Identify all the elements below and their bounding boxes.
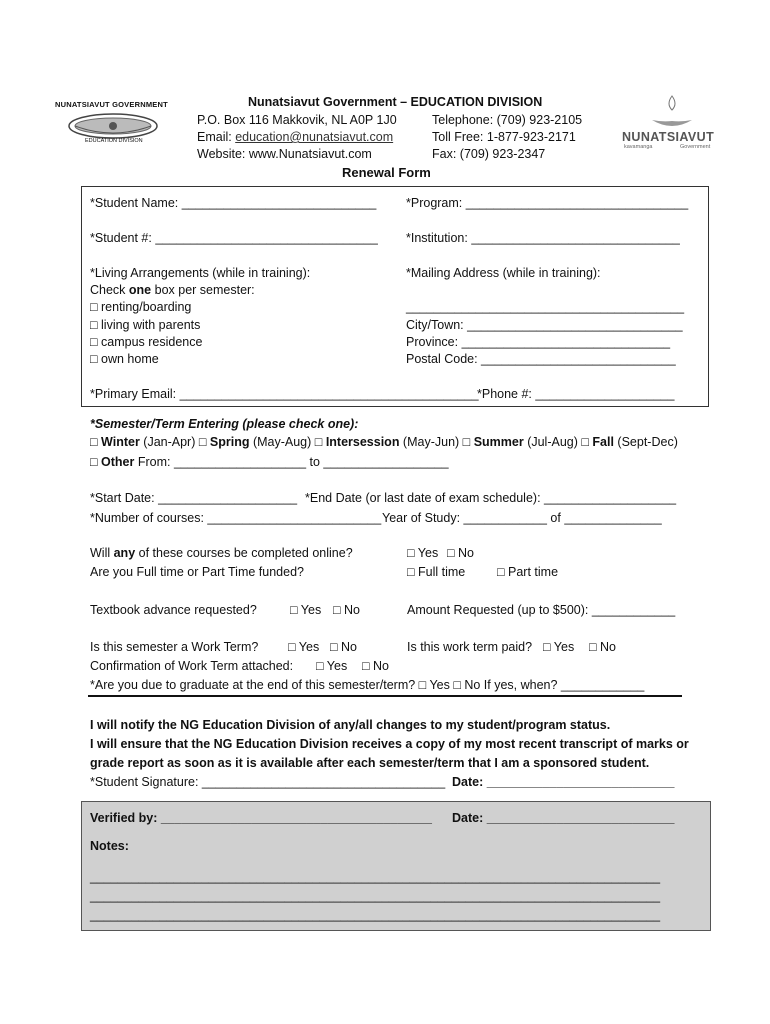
logo-right-sub-right: Government — [680, 144, 711, 150]
fall-dates: (Sept-Dec) — [613, 435, 678, 449]
verified-by-field[interactable]: Verified by: _______________________________________ — [90, 811, 432, 825]
telephone-text: Telephone: (709) 923-2105 — [432, 113, 583, 127]
phone-field[interactable]: *Phone #: ____________________ — [477, 387, 675, 401]
paid-no-checkbox[interactable]: □ No — [589, 640, 617, 654]
logo-left-top-text: NUNATSIAVUT GOVERNMENT — [55, 100, 168, 109]
online-no-checkbox[interactable]: □ No — [447, 546, 475, 560]
funded-question: Are you Full time or Part Time funded? — [90, 565, 304, 579]
other-label: Other — [101, 455, 135, 469]
number-of-courses-field[interactable]: *Number of courses: _________________________ — [90, 511, 382, 525]
email-label: Email: — [197, 130, 236, 144]
online-question — [90, 546, 353, 560]
amount-requested-field[interactable]: Amount Requested (up to $500): ____________ — [407, 603, 676, 617]
institution-field[interactable]: *Institution: ______________________________ — [406, 231, 680, 245]
program-field[interactable]: *Program: ________________________________ — [406, 196, 689, 210]
renting-checkbox[interactable]: □ renting/boarding — [90, 300, 192, 314]
parttime-checkbox[interactable]: □ Part time — [497, 565, 559, 579]
declaration-line-1: I will notify the NG Education Division of any/all changes to my student/program status. — [90, 718, 611, 732]
tollfree-text: Toll Free: 1-877-923-2171 — [432, 130, 576, 144]
province-field[interactable]: Province: ______________________________ — [406, 335, 671, 349]
summer-option[interactable] — [463, 435, 582, 449]
org-heading: Nunatsiavut Government – EDUCATION DIVISION — [248, 95, 543, 109]
mailing-address-field[interactable]: ________________________________________ — [406, 300, 685, 314]
confirmation-question: Confirmation of Work Term attached: — [90, 659, 294, 673]
notes-line[interactable]: __________________________________________________________________________________ — [90, 870, 661, 884]
nunatsiavut-government-logo — [55, 96, 175, 152]
checkbox-glyph: □ — [581, 435, 593, 449]
own-home-checkbox[interactable]: □ own home — [90, 352, 159, 366]
checkbox-glyph: □ — [90, 455, 102, 469]
winter-label: Winter — [101, 435, 140, 449]
spring-option[interactable] — [199, 435, 315, 449]
confirm-yes-checkbox[interactable]: □ Yes — [316, 659, 348, 673]
student-number-field[interactable]: *Student #: ________________________________ — [90, 231, 378, 245]
website-text: Website: www.Nunatsiavut.com — [197, 147, 372, 161]
signature-date-field[interactable]: Date: ___________________________ — [452, 775, 675, 789]
workterm-paid-question: Is this work term paid? — [407, 640, 533, 654]
student-signature-field[interactable]: *Student Signature: ___________________________________ — [90, 775, 446, 789]
check-post: box per semester: — [151, 283, 255, 297]
check-bold: one — [128, 283, 152, 297]
semester-heading: *Semester/Term Entering (please check one): — [90, 417, 359, 431]
parents-checkbox[interactable]: □ living with parents — [90, 318, 201, 332]
fax-text: Fax: (709) 923-2347 — [432, 147, 546, 161]
online-pre: Will — [90, 546, 114, 560]
intersession-option[interactable] — [315, 435, 463, 449]
section-divider — [88, 695, 682, 697]
textbook-question: Textbook advance requested? — [90, 603, 257, 617]
online-post: of these courses be completed online? — [135, 546, 353, 560]
campus-checkbox[interactable]: □ campus residence — [90, 335, 203, 349]
start-date-field[interactable]: *Start Date: ____________________ — [90, 491, 298, 505]
checkbox-glyph: □ — [462, 435, 474, 449]
end-date-field[interactable]: *End Date (or last date of exam schedule): ___________________ — [305, 491, 677, 505]
logo-left-bottom-text: EDUCATION DIVISION — [85, 138, 143, 144]
textbook-yes-checkbox[interactable]: □ Yes — [290, 603, 322, 617]
logo-right-text: NUNATSIAVUT — [622, 130, 715, 144]
fall-label: Fall — [592, 435, 614, 449]
graduate-question[interactable]: *Are you due to graduate at the end of this semester/term? □ Yes □ No If yes, when? ____________ — [90, 678, 645, 692]
mailing-address-label: *Mailing Address (while in training): — [406, 266, 601, 280]
nunatsiavut-logo — [622, 92, 722, 154]
checkbox-glyph: □ — [314, 435, 326, 449]
notes-label: Notes: — [90, 839, 129, 853]
winter-option[interactable] — [90, 435, 199, 449]
check-one-instruction — [90, 283, 255, 297]
declaration-line-3: grade report as soon as it is available after each semester/term that I am a sponsored student. — [90, 756, 650, 770]
notes-line[interactable]: __________________________________________________________________________________ — [90, 889, 661, 903]
checkbox-glyph: □ — [90, 435, 102, 449]
check-pre: Check — [90, 283, 129, 297]
notes-line[interactable]: __________________________________________________________________________________ — [90, 908, 661, 922]
summer-label: Summer — [473, 435, 524, 449]
semester-options-row — [90, 435, 678, 449]
intersession-dates: (May-Jun) — [399, 435, 463, 449]
fall-option[interactable] — [581, 435, 677, 449]
checkbox-glyph: □ — [198, 435, 210, 449]
textbook-no-checkbox[interactable]: □ No — [333, 603, 361, 617]
workterm-question: Is this semester a Work Term? — [90, 640, 259, 654]
postal-code-field[interactable]: Postal Code: ____________________________ — [406, 352, 676, 366]
living-arrangements-label: *Living Arrangements (while in training): — [90, 266, 311, 280]
form-title: Renewal Form — [342, 165, 431, 180]
workterm-no-checkbox[interactable]: □ No — [330, 640, 358, 654]
year-of-study-field[interactable]: Year of Study: ____________ of ______________ — [382, 511, 662, 525]
other-option[interactable] — [90, 455, 449, 469]
verified-date-field[interactable]: Date: ___________________________ — [452, 811, 675, 825]
spring-dates: (May-Aug) — [249, 435, 315, 449]
declaration-line-2: I will ensure that the NG Education Division receives a copy of my most recent transcript of marks or — [90, 737, 689, 751]
spring-label: Spring — [209, 435, 250, 449]
summer-dates: (Jul-Aug) — [523, 435, 582, 449]
intersession-label: Intersession — [325, 435, 400, 449]
primary-email-field[interactable]: *Primary Email: ___________________________________________ — [90, 387, 479, 401]
student-name-field[interactable]: *Student Name: ____________________________ — [90, 196, 377, 210]
online-yes-checkbox[interactable]: □ Yes — [407, 546, 439, 560]
email-line — [197, 130, 393, 144]
paid-yes-checkbox[interactable]: □ Yes — [543, 640, 575, 654]
city-field[interactable]: City/Town: _______________________________ — [406, 318, 683, 332]
address-text: P.O. Box 116 Makkovik, NL A0P 1J0 — [197, 113, 397, 127]
online-bold: any — [113, 546, 136, 560]
email-link[interactable]: education@nunatsiavut.com — [235, 130, 394, 144]
lamp-flame-icon — [622, 92, 722, 132]
fulltime-checkbox[interactable]: □ Full time — [407, 565, 466, 579]
other-dates-field: From: ___________________ to __________________ — [134, 455, 449, 469]
logo-right-sub-left: kavamanga — [624, 144, 653, 150]
winter-dates: (Jan-Apr) — [139, 435, 199, 449]
confirm-no-checkbox[interactable]: □ No — [362, 659, 390, 673]
workterm-yes-checkbox[interactable]: □ Yes — [288, 640, 320, 654]
